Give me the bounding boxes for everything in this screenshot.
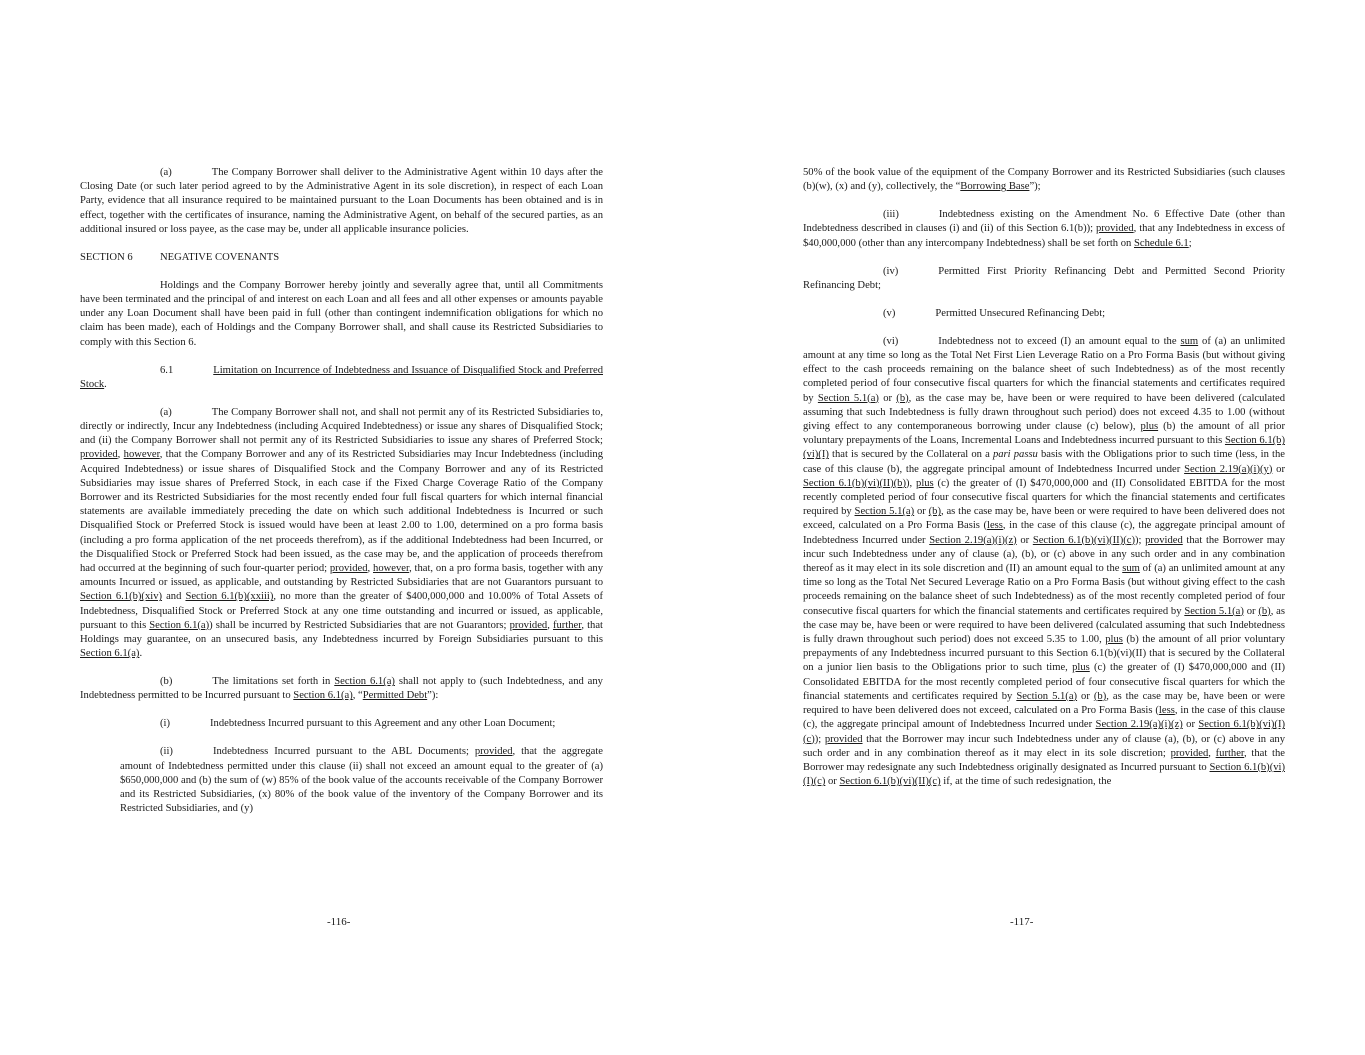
clause-b: (b) The limitations set forth in Section 6.1(a) shall not apply to (such Indebtedness, and any Indebtedness permitted to be Incurred pursuant to Section 6.1(a), “Permitted Debt”): <box>80 676 603 702</box>
section-reference: (b) <box>928 506 941 518</box>
section-reference: (b) <box>1093 690 1107 702</box>
clause-a: (a) The Company Borrower shall not, and shall not permit any of its Restricted Subsidiaries to, directly or indirectly, Incur any Indebtedness (including Acquired Indebtedness) or issue any shares of Disqualified Stock; and (ii) the Company Borrower shall not permit any of its Restricted Subsidiaries to issue any shares of Preferred Stock; provided, however, that the Company Borrower and any of its Restricted Subsidiaries may Incur Indebtedness (including Acquired Indebtedness) or issue shares of Disqualified Stock and the Company Borrower and any of its Restricted Subsidiaries may issue shares of Preferred Stock, in each case if the Fixed Charge Coverage Ratio of the Company Borrower and its Restricted Subsidiaries for the most recently ended four full fiscal quarters for which internal financial statements are available immediately preceding the date on which such additional Indebtedness is Incurred or such Disqualified Stock or Preferred Stock is issued would have been at least 2.00 to 1.00, determined on a pro forma basis (including a pro forma application of the net proceeds therefrom), as if the additional Indebtedness had been Incurred, or the Disqualified Stock or Preferred Stock had been issued, as the case may be, and the application of proceeds therefrom had occurred at the beginning of such four-quarter period; provided, however, that, on a pro forma basis, together with any amounts Incurred or issued, as applicable, and outstanding by Restricted Subsidiaries that are not Guarantors pursuant to Section 6.1(b)(xiv) and Section 6.1(b)(xxiii), no more than the greater of $400,000,000 and 10.00% of Total Assets of Indebtedness, Disqualified Stock or Preferred Stock at any one time outstanding and incurred or issued, as applicable, pursuant to this Section 6.1(a)) shall be incurred by Restricted Subsidiaries that are not Guarantors; provided, further, that Holdings may guarantee, on an unsecured basis, any Indebtedness incurred by Foreign Subsidiaries pursuant to this Section 6.1(a). <box>80 406 604 660</box>
clause-ii-continued: 50% of the book value of the equipment of the Company Borrower and its Restricted Subsidiaries (such clauses (b)(w), (x) and (y), collectively, the “Borrowing Base”); <box>803 167 1285 193</box>
section-reference: Section 2.19(a)(i)(y) <box>1184 463 1273 475</box>
section-reference: Section 6.1(b)(vi)(II)(b) <box>803 477 906 489</box>
subsection-heading: 6.1 Limitation on Incurrence of Indebtedness and Issuance of Disqualified Stock and Preferred Stock. <box>80 364 603 390</box>
right-page <box>803 166 1285 803</box>
section-reference: Section 5.1(a) <box>854 506 915 518</box>
section-reference: Section 6.1(a) <box>80 648 140 660</box>
clause-v: (v) Permitted Unsecured Refinancing Debt; <box>883 307 1106 319</box>
clause-iii: (iii) Indebtedness existing on the Amendment No. 6 Effective Date (other than Indebtedness described in clauses (i) and (ii) of this Section 6.1(b)); provided, that any Indebtedness in excess of $40,000,000 (other than any intercompany Indebtedness) shall be set forth on Schedule 6.1; <box>803 209 1285 249</box>
section-reference: Section 2.19(a)(i)(z) <box>1095 719 1183 731</box>
section-reference: Section 6.1(a) <box>334 676 395 688</box>
section-reference: Section 2.19(a)(i)(z) <box>929 534 1017 546</box>
left-page <box>80 166 603 830</box>
section-reference: (b) <box>1258 605 1271 617</box>
subsection-number: 6.1 <box>160 364 174 376</box>
clause-i: (i) Indebtedness Incurred pursuant to this Agreement and any other Loan Document; <box>160 718 556 730</box>
section-number: SECTION 6 <box>80 251 133 263</box>
clause-iv: (iv) Permitted First Priority Refinancing Debt and Permitted Second Priority Refinancing Debt; <box>803 265 1285 291</box>
section-reference: (b) <box>896 392 909 404</box>
paragraph-a-insurance: (a) The Company Borrower shall deliver to the Administrative Agent within 10 days after the Closing Date (or such later period agreed to by the Administrative Agent in its sole discretion), in respect of each Loan Party, evidence that all insurance required to be maintained pursuant to the Loan Documents has been obtained and is in effect, together with the certificates of insurance, naming the Administrative Agent, on behalf of the secured parties, as an additional insured or loss payee, as the case may be, under all applicable insurance policies. <box>80 167 603 235</box>
defined-term: Permitted Debt <box>362 690 428 702</box>
section-title: NEGATIVE COVENANTS <box>160 251 280 263</box>
section-reference: Section 6.1(b)(vi)(I)(c) <box>803 719 1285 745</box>
schedule-reference: Schedule 6.1 <box>1133 237 1189 249</box>
section-heading <box>80 251 603 265</box>
section-reference: Section 5.1(a) <box>1016 690 1078 702</box>
section-reference: Section 5.1(a) <box>817 392 879 404</box>
section-reference: Section 6.1(a) <box>149 619 210 631</box>
section-intro: Holdings and the Company Borrower hereby jointly and severally agree that, until all Commitments have been terminated and the principal of and interest on each Loan and all fees and all other expenses or amounts payable under any Loan Document shall have been paid in full (other than contingent indemnification obligations for which no claim has been made), each of Holdings and the Company Borrower shall, and shall cause its Restricted Subsidiaries to comply with this Section 6. <box>80 279 603 348</box>
section-reference: Section 6.1(b)(xxiii) <box>185 591 274 603</box>
page-number-right: -117- <box>1010 916 1034 928</box>
section-reference: Section 5.1(a) <box>1184 605 1244 617</box>
clause-ii: (ii) Indebtedness Incurred pursuant to the ABL Documents; provided, that the aggregate amount of Indebtedness permitted under this clause (ii) shall not exceed an amount equal to the greater of (a) $650,000,000 and (b) the sum of (w) 85% of the book value of the accounts receivable of the Company Borrower and its Restricted Subsidiaries, (x) 80% of the book value of the inventory of the Company Borrower and its Restricted Subsidiaries, and (y) <box>120 746 604 815</box>
section-reference: Section 6.1(b)(xiv) <box>80 591 163 603</box>
section-reference: Section 6.1(b)(vi)(II)(c) <box>839 776 941 788</box>
page-number-left: -116- <box>327 916 351 928</box>
section-reference: Section 6.1(b)(vi)(I) <box>803 435 1285 461</box>
section-reference: Section 6.1(a) <box>293 690 353 702</box>
section-reference: Section 6.1(b)(vi)(II)(c) <box>1032 534 1135 546</box>
subsection-title: Limitation on Incurrence of Indebtedness and Issuance of Disqualified Stock and Preferred Stock <box>80 364 603 390</box>
defined-term: Borrowing Base <box>960 181 1030 193</box>
section-reference: Section 6.1(b)(vi)(I)(c) <box>803 761 1285 788</box>
clause-vi: (vi) Indebtedness not to exceed (I) an amount equal to the sum of (a) an unlimited amount at any time so long as the Total Net First Lien Leverage Ratio on a Pro Forma Basis (but without giving effect to the cash proceeds remaining on the balance sheet of such Indebtedness) as of the most recently completed period of four consecutive fiscal quarters for which the financial statements and certificates required by Section 5.1(a) or (b), as the case may be, have been or were required to have been delivered (calculated assuming that such Indebtedness is fully drawn throughout such period) does not exceed 4.35 to 1.00 (without giving effect to any contemporaneous borrowing under clause (c) below), plus (b) the amount of all prior voluntary prepayments of the Loans, Incremental Loans and Indebtedness incurred pursuant to this Section 6.1(b)(vi)(I) that is secured by the Collateral on a pari passu basis with the Obligations prior to such time (less, in the case of this clause (b), the aggregate principal amount of Indebtedness Incurred under Section 2.19(a)(i)(y) or Section 6.1(b)(vi)(II)(b)), plus (c) the greater of (I) $470,000,000 and (II) Consolidated EBITDA for the most recently completed period of four consecutive fiscal quarters for which the financial statements and certificates required by Section 5.1(a) or (b), as the case may be, have been or were required to have been delivered does not exceed, calculated on a Pro Forma Basis (less, in the case of this clause (c), the aggregate principal amount of Indebtedness Incurred under Section 2.19(a)(i)(z) or Section 6.1(b)(vi)(II)(c)); provided that the Borrower may incur such Indebtedness under any of clause (a), (b), or (c) above in any such order and in any combination thereof as it may elect in its sole discretion and (II) an amount equal to the sum of (a) an unlimited amount at any time so long as the Total Net Secured Leverage Ratio on a Pro Forma Basis (but without giving effect to the cash proceeds remaining on the balance sheet of such Indebtedness) as of the most recently completed period of four consecutive fiscal quarters for which the financial statements and certificates required by Section 5.1(a) or (b), as the case may be, have been or were required to have been delivered (calculated assuming that such Indebtedness is fully drawn throughout such period) does not exceed 5.35 to 1.00, plus (b) the amount of all prior voluntary prepayments of any Indebtedness incurred pursuant to this Section 6.1(b)(vi)(II) that is secured by the Collateral on a junior lien basis to the Obligations prior to such time, plus (c) the greater of (I) $470,000,000 and (II) Consolidated EBITDA for the most recently completed period of four consecutive fiscal quarters for which the financial statements and certificates required by Section 5.1(a) or (b), as the case may be, have been or were required to have been delivered does not exceed, calculated on a Pro Forma Basis (less, in the case of this clause (c), the aggregate principal amount of Indebtedness Incurred under Section 2.19(a)(i)(z) or Section 6.1(b)(vi)(I)(c)); provided that the Borrower may incur such Indebtedness under any of clause (a), (b), or (c) above in any such order and in any combination thereof as it may elect in its sole discretion; provided, further, that the Borrower may redesignate any such Indebtedness originally designated as Incurred pursuant to Section 6.1(b)(vi)(I)(c) or Section 6.1(b)(vi)(II)(c) if, at the time of such redesignation, the <box>803 335 1286 788</box>
